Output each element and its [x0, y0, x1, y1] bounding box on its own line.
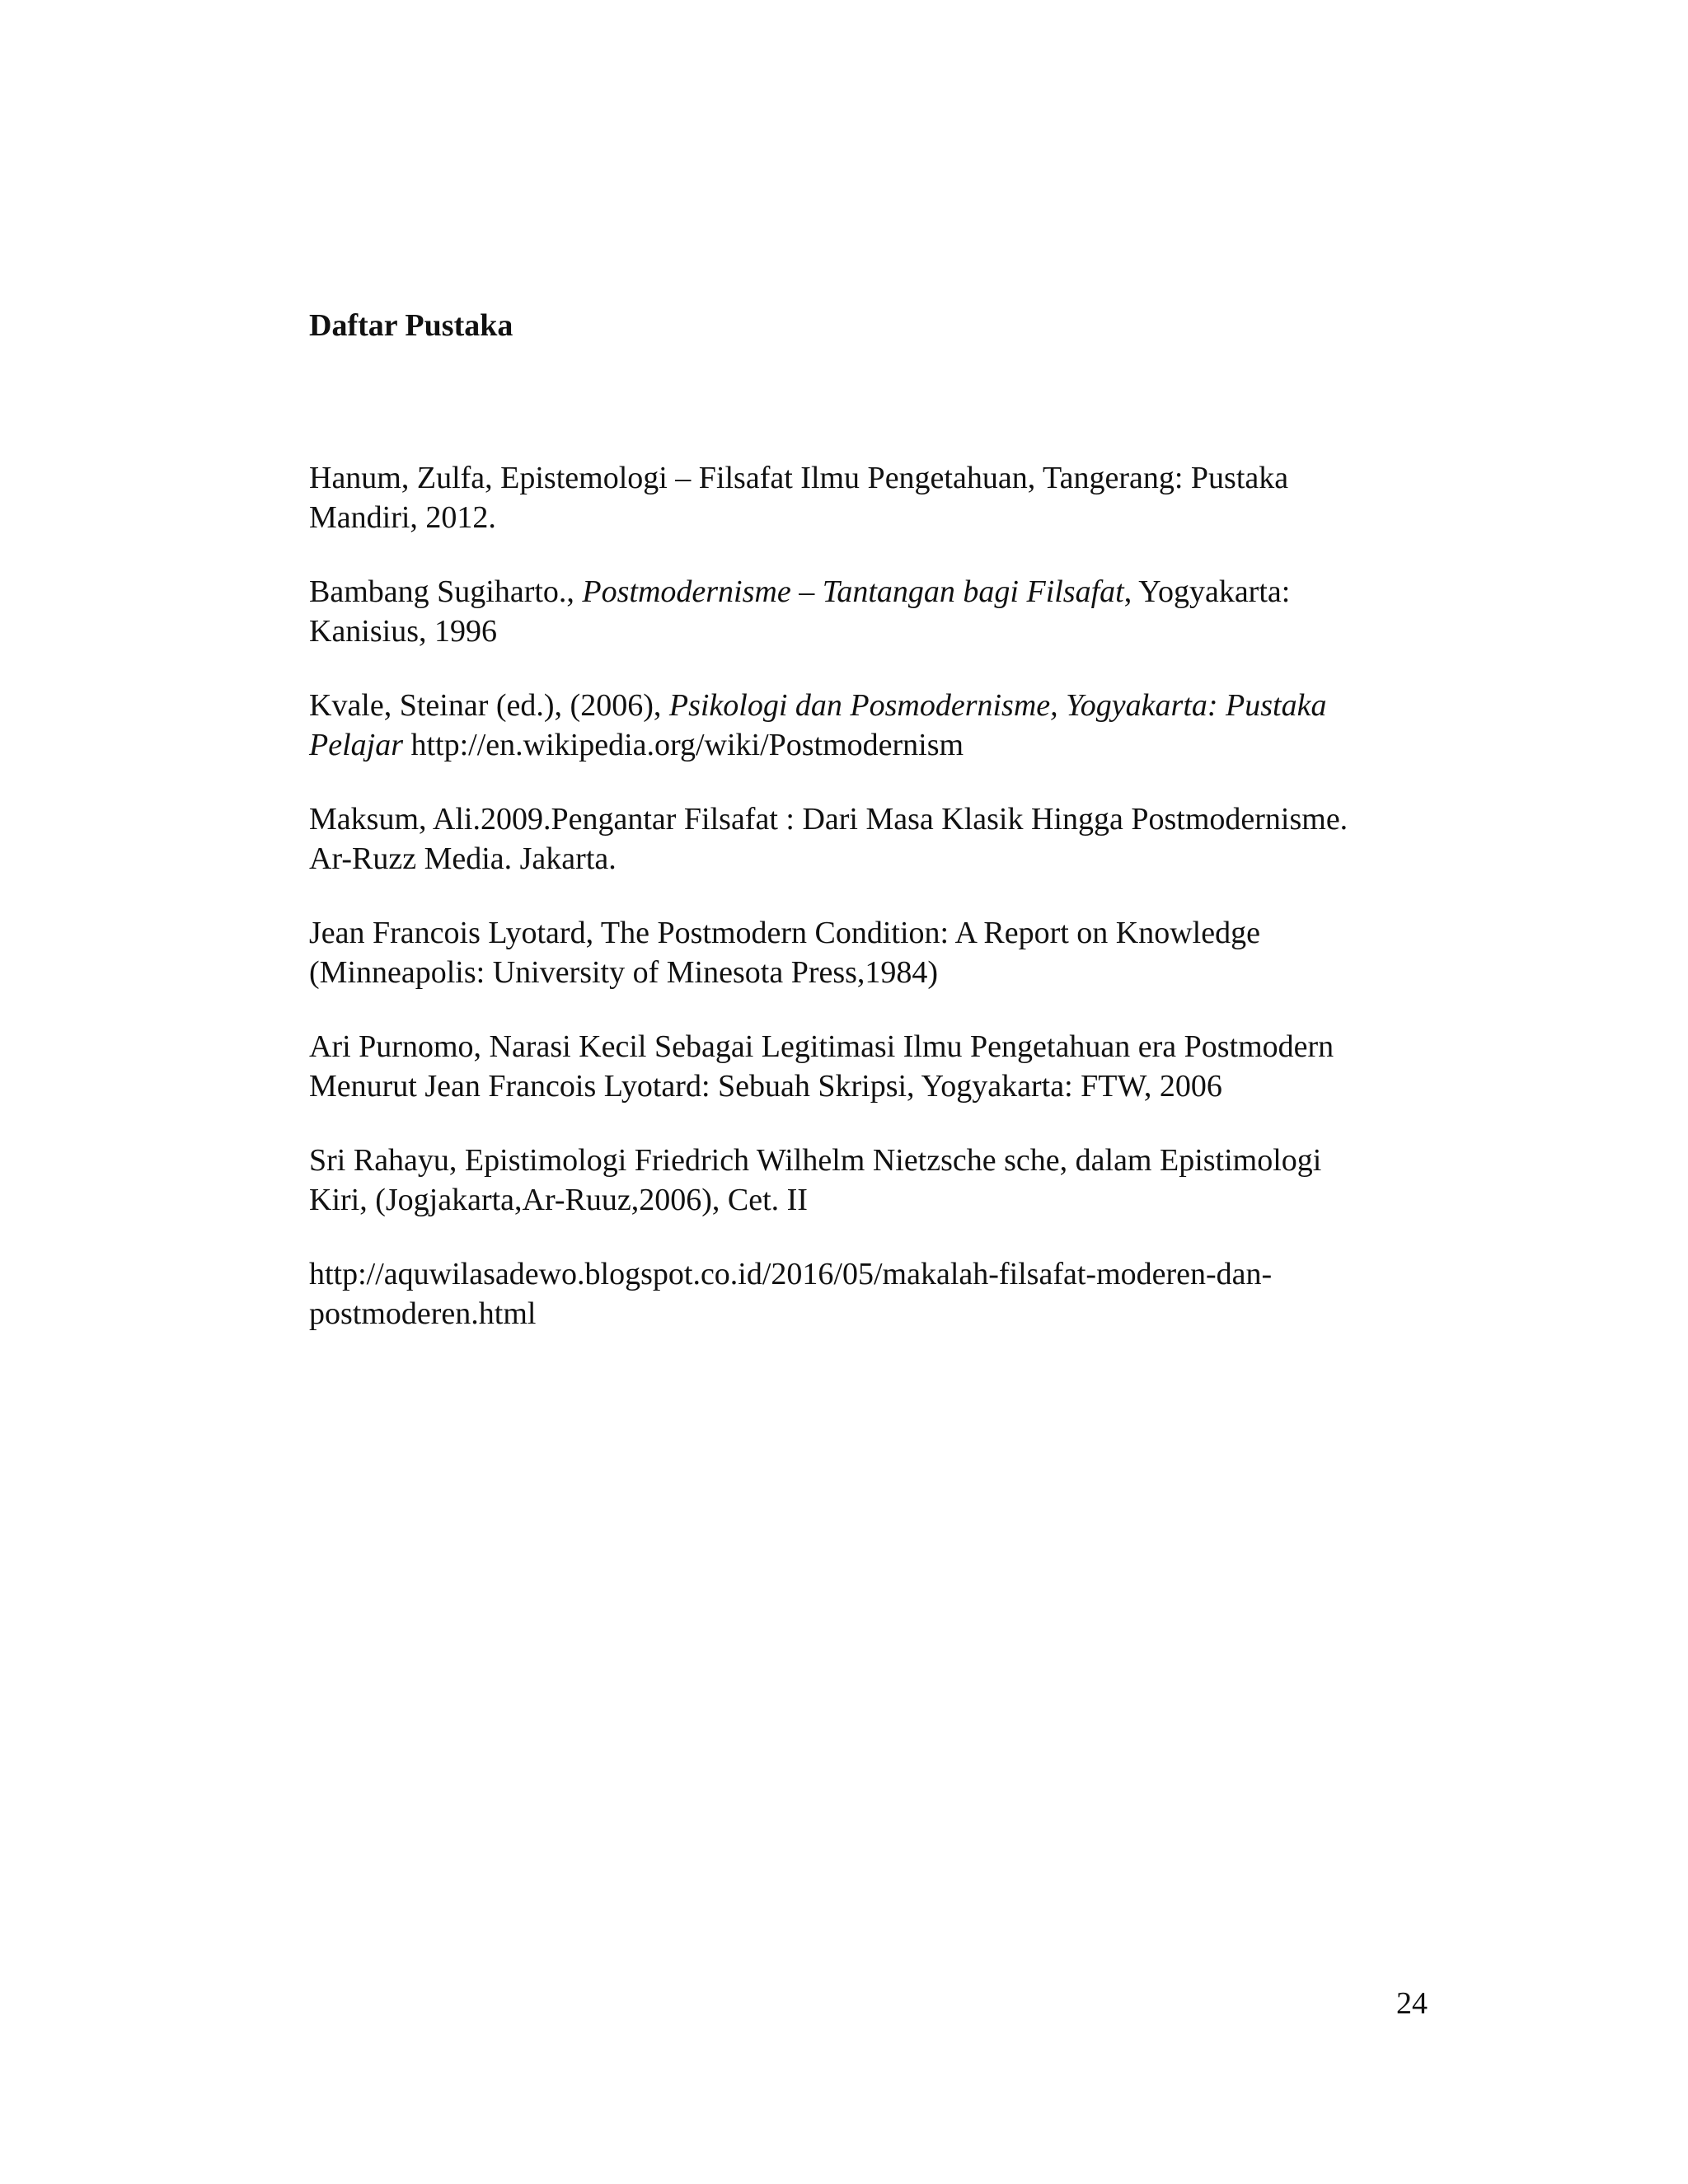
- reference-line: Hanum, Zulfa, Epistemologi – Filsafat Ilmu Pengetahuan, Tangerang: Pustaka: [309, 461, 1289, 495]
- reference-item-sugiharto: [309, 572, 1397, 651]
- reference-url: postmoderen.html: [309, 1296, 537, 1331]
- page-number: 24: [1396, 1986, 1428, 2021]
- page-title: Daftar Pustaka: [309, 308, 513, 343]
- reference-line: Kanisius, 1996: [309, 614, 497, 649]
- reference-line: Menurut Jean Francois Lyotard: Sebuah Skripsi, Yogyakarta: FTW, 2006: [309, 1069, 1222, 1104]
- reference-item-hanum: [309, 458, 1397, 537]
- reference-item-lyotard: [309, 913, 1397, 992]
- reference-line: [309, 686, 1397, 725]
- reference-line: Jean Francois Lyotard, The Postmodern Condition: A Report on Knowledge: [309, 916, 1260, 950]
- reference-list: [309, 458, 1397, 1368]
- reference-line: Mandiri, 2012.: [309, 500, 496, 535]
- reference-title: Postmodernisme – Tantangan bagi Filsafat: [582, 574, 1124, 609]
- reference-line: Kiri, (Jogjakarta,Ar-Ruuz,2006), Cet. II: [309, 1183, 808, 1217]
- reference-line: Ari Purnomo, Narasi Kecil Sebagai Legitimasi Ilmu Pengetahuan era Postmodern: [309, 1029, 1334, 1064]
- reference-line: [309, 725, 1397, 765]
- reference-title: Pelajar: [309, 728, 403, 762]
- reference-item-blog-url: [309, 1254, 1397, 1333]
- reference-item-kvale: [309, 686, 1397, 765]
- reference-title: Psikologi dan Posmodernisme, Yogyakarta: Pustaka: [668, 688, 1327, 723]
- reference-item-maksum: [309, 799, 1397, 879]
- reference-text: Kvale, Steinar (ed.), (2006),: [309, 688, 669, 723]
- reference-item-purnomo: [309, 1027, 1397, 1106]
- reference-url: http://en.wikipedia.org/wiki/Postmodernism: [402, 728, 964, 762]
- reference-text: , Yogyakarta:: [1123, 574, 1291, 609]
- reference-text: Bambang Sugiharto.,: [309, 574, 583, 609]
- reference-line: Ar-Ruzz Media. Jakarta.: [309, 841, 617, 876]
- reference-line: (Minneapolis: University of Minesota Press,1984): [309, 955, 939, 990]
- reference-line: [309, 572, 1397, 612]
- reference-url: http://aquwilasadewo.blogspot.co.id/2016/05/makalah-filsafat-moderen-dan-: [309, 1257, 1273, 1291]
- reference-line: Maksum, Ali.2009.Pengantar Filsafat : Dari Masa Klasik Hingga Postmodernisme.: [309, 802, 1348, 837]
- reference-item-rahayu: [309, 1141, 1397, 1220]
- reference-line: Sri Rahayu, Epistimologi Friedrich Wilhelm Nietzsche sche, dalam Epistimologi: [309, 1143, 1322, 1178]
